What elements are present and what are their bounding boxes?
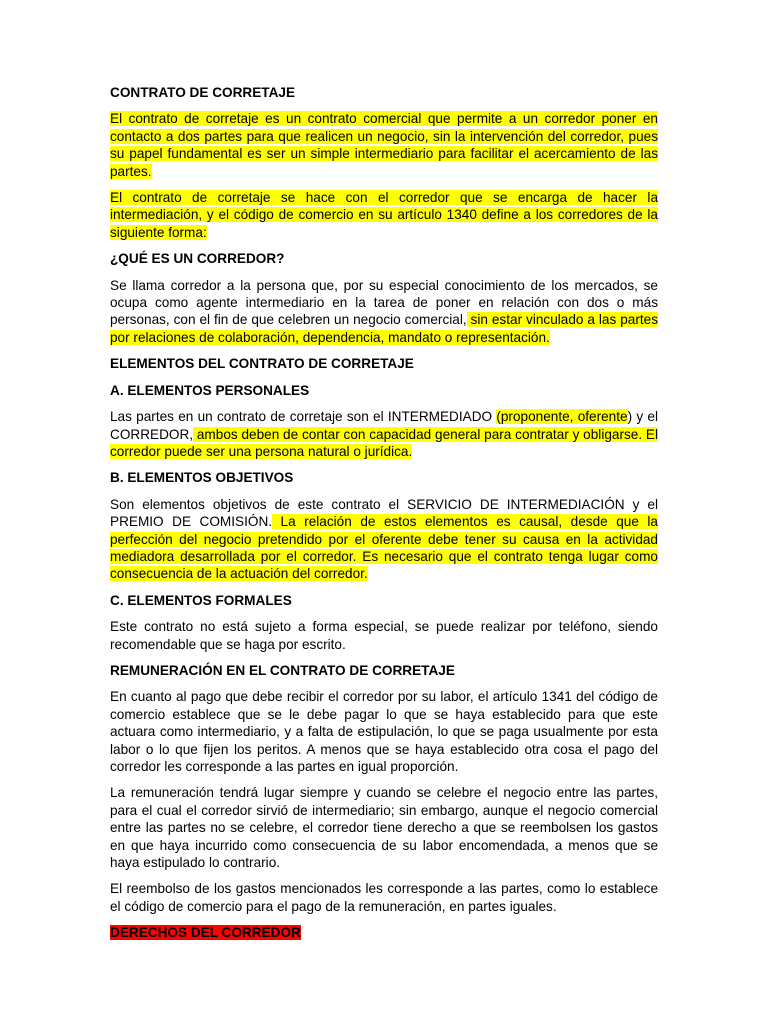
- highlighted-text: (proponente, oferente: [496, 409, 628, 425]
- paragraph-elementos-personales: [110, 408, 658, 460]
- plain-text: Las partes en un contrato de corretaje son el INTERMEDIADO: [110, 409, 497, 425]
- red-highlighted-text: DERECHOS DEL CORREDOR: [110, 925, 301, 941]
- paragraph-elementos-objetivos: [110, 496, 658, 583]
- heading-que-es-corredor: ¿QUÉ ES UN CORREDOR?: [110, 251, 285, 267]
- plain-text: ) y el CORREDOR,: [110, 409, 658, 442]
- highlighted-text: La relación de estos elementos es causal, desde que la perfección del negocio pretendido por el oferente debe tener su causa en la actividad mediadora desarrollada por el corredor. Es necesario que el contrato tenga lugar como consecuencia de la actuación del corredor.: [110, 514, 658, 582]
- paragraph-remuneracion-3: El reembolso de los gastos mencionados les corresponde a las partes, como lo establece el código de comercio para el pago de la remuneración, en partes iguales.: [110, 881, 658, 914]
- plain-text: Se llama corredor a la persona que, por su especial conocimiento de los mercados, se ocupa como agente intermediario en la tarea de poner en relación con dos o más personas, con el fin de que celebren un negocio comercial,: [110, 277, 658, 328]
- highlighted-text: El contrato de corretaje es un contrato comercial que permite a un corredor poner en contacto a dos partes para que realicen un negocio, sin la intervención del corredor, pues su papel fundamental es ser un simple intermediario para facilitar el acercamiento de las partes.: [110, 111, 658, 179]
- document-body: [110, 84, 658, 951]
- heading-elementos: ELEMENTOS DEL CONTRATO DE CORRETAJE: [110, 356, 414, 372]
- highlighted-text: sin estar vinculado a las partes por relaciones de colaboración, dependencia, mandato o representación.: [110, 312, 658, 345]
- document-title: CONTRATO DE CORRETAJE: [110, 85, 296, 100]
- heading-remuneracion: REMUNERACIÓN EN EL CONTRATO DE CORRETAJE: [110, 662, 455, 678]
- paragraph-definition: [110, 110, 658, 180]
- heading-elementos-personales: A. ELEMENTOS PERSONALES: [110, 382, 310, 398]
- highlighted-text: ambos deben de contar con capacidad general para contratar y obligarse. El corredor puede ser una persona natural o jurídica.: [110, 426, 658, 459]
- heading-elementos-formales: C. ELEMENTOS FORMALES: [110, 592, 292, 608]
- paragraph-remuneracion-2: La remuneración tendrá lugar siempre y cuando se celebre el negocio entre las partes, para el cual el corredor sirvió de intermediario; sin embargo, aunque el negocio comercial entre las partes no se celebre, el corredor tiene derecho a que se reembolsen los gastos en que haya incurrido como consecuencia de su labor encomendada, a menos que se haya estipulado lo contrario.: [110, 785, 658, 871]
- paragraph-article-1340: [110, 189, 658, 241]
- heading-elementos-objetivos: B. ELEMENTOS OBJETIVOS: [110, 470, 294, 486]
- plain-text: Son elementos objetivos de este contrato el SERVICIO DE INTERMEDIACIÓN y el PREMIO DE COMISIÓN.: [110, 496, 658, 530]
- paragraph-elementos-formales: Este contrato no está sujeto a forma especial, se puede realizar por teléfono, siendo recomendable que se haga por escrito.: [110, 619, 658, 652]
- paragraph-corredor-definition: [110, 277, 658, 347]
- paragraph-remuneracion-1: En cuanto al pago que debe recibir el corredor por su labor, el artículo 1341 del código de comercio establece que se le debe pagar lo que se haya establecido para que este actuara como intermediario, y a falta de estipulación, lo que se paga usualmente por esta labor o lo que fijen los peritos. A menos que se haya establecido otra cosa el pago del corredor les corresponde a las partes en igual proporción.: [110, 689, 658, 774]
- highlighted-text: El contrato de corretaje se hace con el corredor que se encarga de hacer la intermediación, y el código de comercio en su artículo 1340 define a los corredores de la siguiente forma:: [110, 190, 658, 240]
- heading-derechos-corredor: [110, 924, 658, 941]
